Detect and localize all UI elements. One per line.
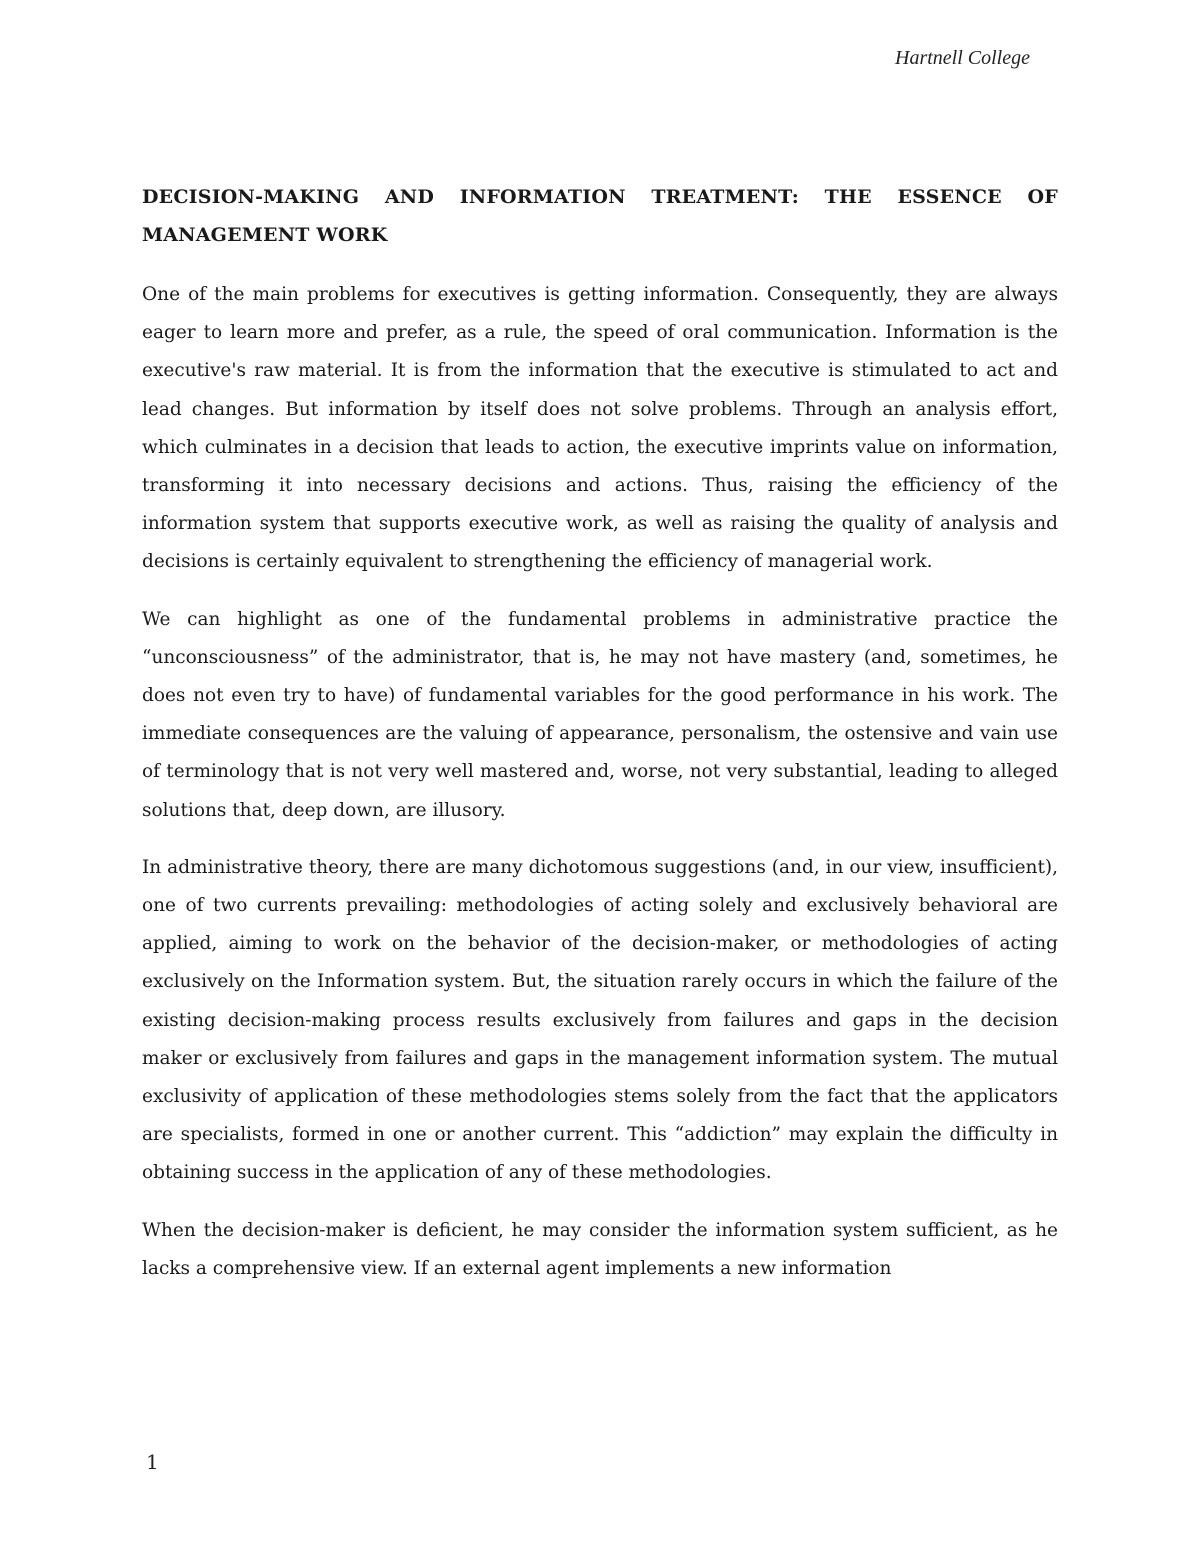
paragraph-2: We can highlight as one of the fundamental problems in administrative practice the “unconsciousness” of the administrator, that is, he may not have mastery (and, sometimes, he does not even try to have) of fundamental variables for the good performance in his work. The immediate consequences are the valuing of appearance, personalism, the ostensive and vain use of terminology that is not very well mastered and, worse, not very substantial, leading to alleged solutions that, deep down, are illusory.: [142, 608, 1058, 821]
document-body: [142, 178, 1058, 1307]
paragraph-3: In administrative theory, there are many dichotomous suggestions (and, in our view, insufficient), one of two currents prevailing: methodologies of acting solely and exclusively behavioral are applied, aiming to work on the behavior of the decision-maker, or methodologies of acting exclusively on the Information system. But, the situation rarely occurs in which the failure of the existing decision-making process results exclusively from failures and gaps in the decision maker or exclusively from failures and gaps in the management information system. The mutual exclusivity of application of these methodologies stems solely from the fact that the applicators are specialists, formed in one or another current. This “addiction” may explain the difficulty in obtaining success in the application of any of these methodologies.: [142, 856, 1058, 1184]
page-number: 1: [146, 1450, 159, 1474]
paragraph-4: When the decision-maker is deficient, he may consider the information system sufficient, as he lacks a comprehensive view. If an external agent implements a new information: [142, 1219, 1058, 1279]
document-title: DECISION-MAKING AND INFORMATION TREATMENT: THE ESSENCE OF MANAGEMENT WORK: [142, 186, 1058, 246]
running-header: Hartnell College: [895, 47, 1030, 69]
paragraph-1: One of the main problems for executives is getting information. Consequently, they are always eager to learn more and prefer, as a rule, the speed of oral communication. Information is the executive's raw material. It is from the information that the executive is stimulated to act and lead changes. But information by itself does not solve problems. Through an analysis effort, which culminates in a decision that leads to action, the executive imprints value on information, transforming it into necessary decisions and actions. Thus, raising the efficiency of the information system that supports executive work, as well as raising the quality of analysis and decisions is certainly equivalent to strengthening the efficiency of managerial work.: [142, 284, 1058, 573]
